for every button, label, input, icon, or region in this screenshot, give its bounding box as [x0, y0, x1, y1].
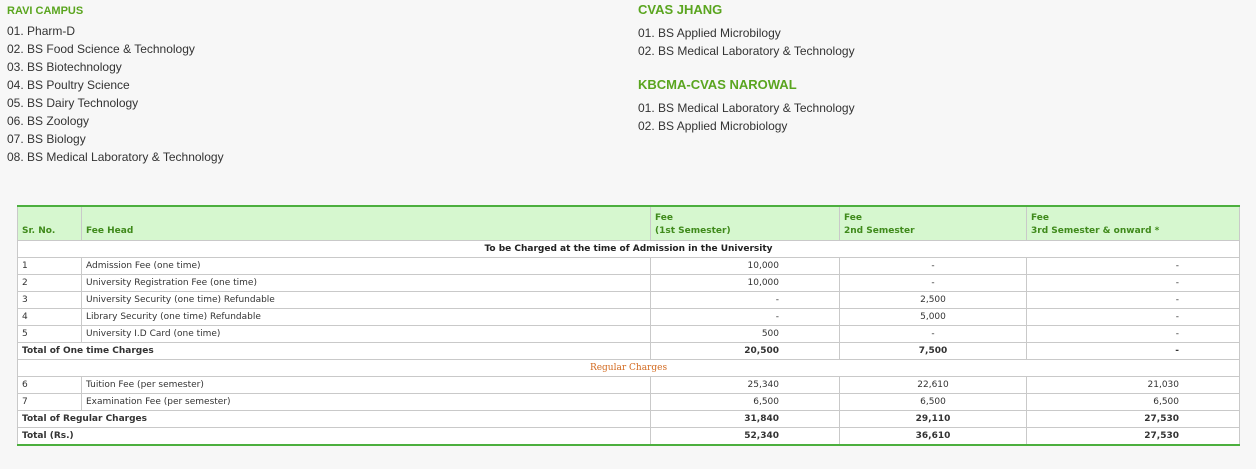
cell-sr: 5 — [18, 326, 82, 343]
grand-total-fee1: 52,340 — [651, 428, 840, 446]
cell-fee3: - — [1027, 258, 1240, 275]
cell-fee2: 22,610 — [840, 377, 1027, 394]
program-item: 01. Pharm-D — [7, 24, 76, 38]
grand-total-fee3: 27,530 — [1027, 428, 1240, 446]
cell-fee3: 6,500 — [1027, 394, 1240, 411]
cell-sr: 7 — [18, 394, 82, 411]
cell-fee3: - — [1027, 292, 1240, 309]
cell-fee3: - — [1027, 275, 1240, 292]
program-item: 02. BS Applied Microbiology — [638, 119, 788, 133]
cell-fee1: - — [651, 309, 840, 326]
cell-head: University Security (one time) Refundable — [82, 292, 651, 309]
cell-fee1: 10,000 — [651, 258, 840, 275]
header-fee-1st: Fee (1st Semester) — [651, 206, 840, 241]
total-onetime-fee2: 7,500 — [840, 343, 1027, 360]
program-item: 04. BS Poultry Science — [7, 78, 130, 92]
cell-fee1: - — [651, 292, 840, 309]
program-item: 02. BS Food Science & Technology — [7, 42, 195, 56]
header-fee-2nd: Fee 2nd Semester — [840, 206, 1027, 241]
table-row — [18, 258, 1240, 275]
cell-fee1: 500 — [651, 326, 840, 343]
cell-fee1: 6,500 — [651, 394, 840, 411]
program-item: 02. BS Medical Laboratory & Technology — [638, 44, 855, 58]
jhang-campus-block — [638, 2, 855, 60]
table-header-row — [18, 206, 1240, 241]
cell-fee3: 21,030 — [1027, 377, 1240, 394]
table-row — [18, 394, 1240, 411]
header-fee-head: Fee Head — [82, 206, 651, 241]
table-row — [18, 309, 1240, 326]
table-row — [18, 377, 1240, 394]
header-sr-no: Sr. No. — [18, 206, 82, 241]
jhang-campus-title: CVAS JHANG — [638, 2, 723, 17]
cell-fee3: - — [1027, 326, 1240, 343]
ravi-campus-title: RAVI CAMPUS — [7, 5, 84, 17]
grand-total-label: Total (Rs.) — [18, 428, 651, 446]
narowal-campus-title: KBCMA-CVAS NAROWAL — [638, 77, 797, 92]
cell-fee3: - — [1027, 309, 1240, 326]
cell-fee1: 10,000 — [651, 275, 840, 292]
program-item: 01. BS Applied Microbilogy — [638, 26, 781, 40]
table-row — [18, 326, 1240, 343]
cell-sr: 6 — [18, 377, 82, 394]
cell-fee2: - — [840, 275, 1027, 292]
total-row — [18, 343, 1240, 360]
program-item: 06. BS Zoology — [7, 114, 90, 128]
total-onetime-fee3: - — [1027, 343, 1240, 360]
section-row — [18, 360, 1240, 377]
cell-head: University Registration Fee (one time) — [82, 275, 651, 292]
cell-fee1: 25,340 — [651, 377, 840, 394]
cell-sr: 1 — [18, 258, 82, 275]
other-campuses-block — [638, 2, 855, 135]
cell-head: Library Security (one time) Refundable — [82, 309, 651, 326]
total-regular-label: Total of Regular Charges — [18, 411, 651, 428]
total-row — [18, 411, 1240, 428]
table-row — [18, 292, 1240, 309]
cell-fee2: - — [840, 258, 1027, 275]
cell-fee2: 2,500 — [840, 292, 1027, 309]
cell-sr: 3 — [18, 292, 82, 309]
header-fee-3rd: Fee 3rd Semester & onward * — [1027, 206, 1240, 241]
table-row — [18, 275, 1240, 292]
cell-head: Examination Fee (per semester) — [82, 394, 651, 411]
total-regular-fee2: 29,110 — [840, 411, 1027, 428]
cell-head: Tuition Fee (per semester) — [82, 377, 651, 394]
grand-total-fee2: 36,610 — [840, 428, 1027, 446]
cell-sr: 4 — [18, 309, 82, 326]
fee-structure-table — [17, 205, 1240, 446]
program-item: 01. BS Medical Laboratory & Technology — [638, 101, 855, 115]
cell-fee2: - — [840, 326, 1027, 343]
narowal-campus-block — [638, 77, 855, 135]
total-regular-fee1: 31,840 — [651, 411, 840, 428]
program-item: 07. BS Biology — [7, 132, 86, 146]
total-onetime-label: Total of One time Charges — [18, 343, 651, 360]
total-onetime-fee1: 20,500 — [651, 343, 840, 360]
section-title-regular: Regular Charges — [18, 360, 1240, 377]
cell-fee2: 5,000 — [840, 309, 1027, 326]
program-item: 08. BS Medical Laboratory & Technology — [7, 150, 224, 164]
cell-sr: 2 — [18, 275, 82, 292]
program-item: 05. BS Dairy Technology — [7, 96, 139, 110]
grand-total-row — [18, 428, 1240, 446]
ravi-campus-block — [7, 4, 224, 166]
section-title-admission: To be Charged at the time of Admission in the University — [18, 241, 1240, 258]
cell-fee2: 6,500 — [840, 394, 1027, 411]
total-regular-fee3: 27,530 — [1027, 411, 1240, 428]
cell-head: Admission Fee (one time) — [82, 258, 651, 275]
section-row — [18, 241, 1240, 258]
cell-head: University I.D Card (one time) — [82, 326, 651, 343]
program-item: 03. BS Biotechnology — [7, 60, 122, 74]
